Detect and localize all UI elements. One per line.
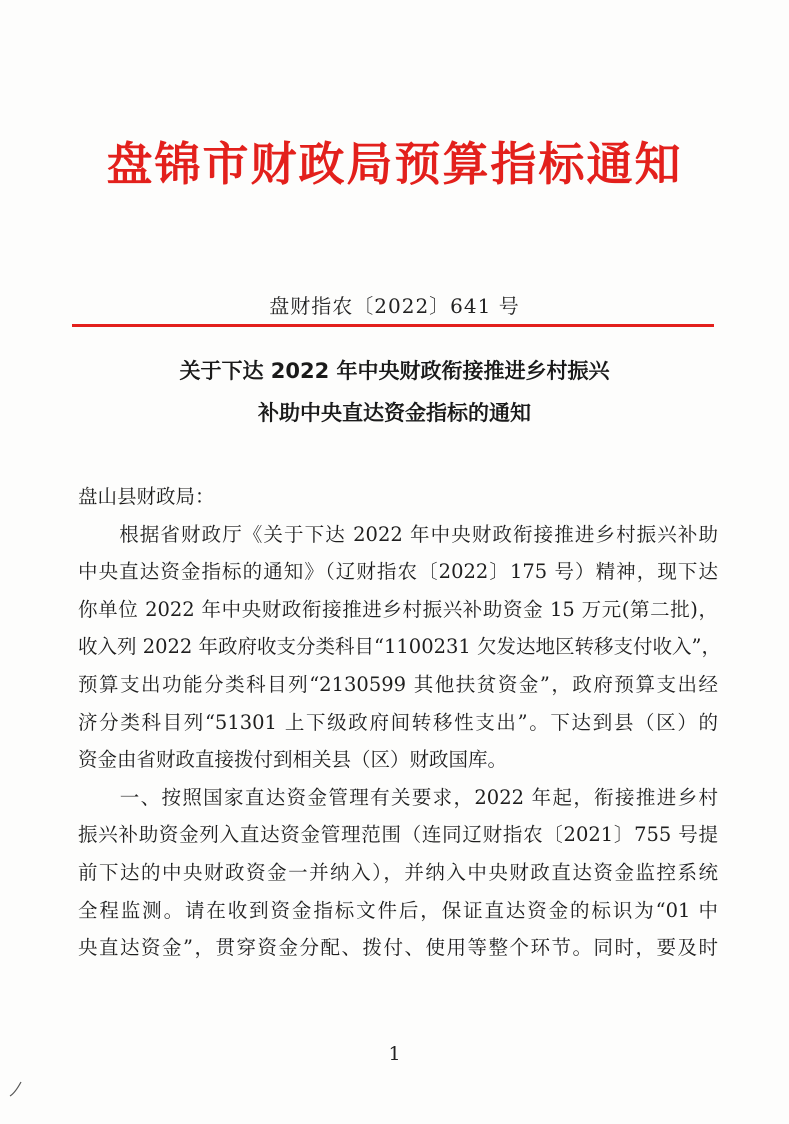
body-line: 你单位 2022 年中央财政衔接推进乡村振兴补助资金 15 万元(第二批)，: [78, 597, 718, 621]
page-number: 1: [388, 1043, 401, 1065]
body-line: 央直达资金”，贯穿资金分配、拨付、使用等整个环节。同时，要及时: [78, 936, 718, 960]
recipient-line: 盘山县财政局：: [78, 485, 215, 508]
header-title: 盘锦市财政局预算指标通知: [106, 137, 683, 191]
body-line: 中央直达资金指标的通知》（辽财指农〔2022〕175 号）精神，现下达: [78, 560, 718, 584]
body-line: 资金由省财政直接拨付到相关县（区）财政国库。: [78, 748, 508, 772]
body-line: 根据省财政厅《关于下达 2022 年中央财政衔接推进乡村振兴补助: [78, 522, 718, 546]
body-line: 收入列 2022 年政府收支分类科目“1100231 欠发达地区转移支付收入”，: [78, 635, 722, 659]
body-line: 全程监测。请在收到资金指标文件后，保证直达资金的标识为“01 中: [78, 898, 718, 922]
body-line: 振兴补助资金列入直达资金管理范围（连同辽财指农〔2021〕755 号提: [78, 823, 718, 847]
red-divider-line: [72, 324, 714, 327]
body-line: 一、按照国家直达资金管理有关要求，2022 年起，衔接推进乡村: [78, 785, 718, 809]
document-title-line: 关于下达 2022 年中央财政衔接推进乡村振兴: [179, 359, 610, 383]
document-title: [0, 350, 789, 434]
scan-mark-icon: [8, 1078, 24, 1098]
document-title-line: 补助中央直达资金指标的通知: [258, 401, 531, 425]
body-line: 预算支出功能分类科目列“2130599 其他扶贫资金”，政府预算支出经: [78, 672, 718, 696]
body-line: 前下达的中央财政资金一并纳入），并纳入中央财政直达资金监控系统: [78, 860, 718, 884]
document-number: 盘财指农〔2022〕641 号: [269, 294, 520, 318]
body-line: 济分类科目列“51301 上下级政府间转移性支出”。下达到县（区）的: [78, 710, 718, 734]
document-body: [78, 478, 722, 967]
